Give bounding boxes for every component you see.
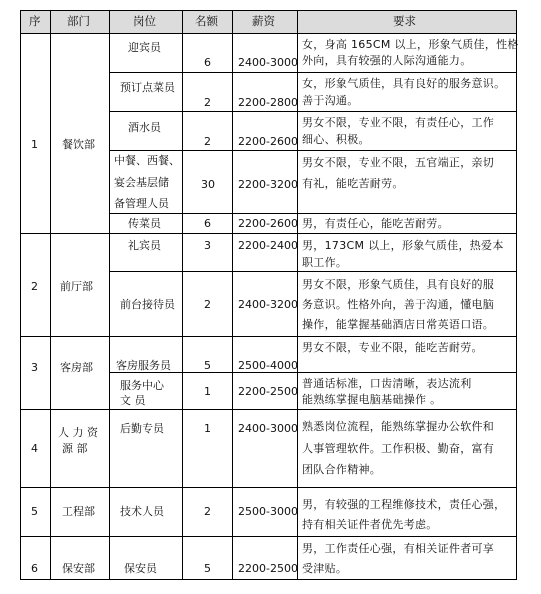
salary-cell: 2200-2500 — [238, 385, 298, 398]
quota-cell: 6 — [204, 56, 211, 69]
requirement-line: 普通话标准，口齿清晰，表达流利 — [302, 377, 472, 390]
dept-name-line: 源 部 — [62, 442, 88, 455]
salary-cell: 2200-2600 — [238, 135, 298, 148]
position-cell: 预订点菜员 — [120, 81, 175, 94]
quota-cell: 2 — [204, 135, 211, 148]
quota-cell: 1 — [204, 385, 211, 398]
requirement-line: 能熟练掌握电脑基础操作 。 — [302, 393, 442, 406]
col-divider — [232, 10, 233, 580]
table-border-left — [20, 10, 21, 580]
dept-seq: 5 — [31, 505, 38, 518]
quota-cell: 2 — [204, 505, 211, 518]
dept-seq: 2 — [31, 280, 38, 293]
requirement-line: 男女不限，专业不限，五官端正，亲切 — [302, 156, 495, 169]
requirement-line: 善于沟通。 — [302, 94, 359, 107]
header-divider — [20, 33, 517, 34]
salary-cell: 2200-2800 — [238, 96, 298, 109]
requirement-line: 受津贴。 — [302, 562, 348, 575]
dept-divider — [20, 487, 517, 488]
quota-cell: 30 — [201, 178, 215, 191]
requirement-line: 人事管理软件。工作积极、勤奋，富有 — [302, 442, 495, 455]
position-cell: 中餐、西餐、 — [114, 154, 180, 167]
dept-seq: 6 — [31, 562, 38, 575]
salary-cell: 2200-2600 — [238, 217, 298, 230]
requirement-line: 持有相关证件者优先考虑。 — [302, 518, 438, 531]
col-divider — [182, 10, 183, 580]
header-dept: 部门 — [67, 14, 90, 28]
quota-cell: 6 — [204, 217, 211, 230]
dept-name: 餐饮部 — [62, 138, 95, 151]
col-divider — [50, 10, 51, 580]
dept-seq: 4 — [31, 442, 38, 455]
table-border-bottom — [20, 579, 517, 580]
requirement-line: 男，工作责任心强，有相关证件者可享 — [302, 542, 495, 555]
salary-cell: 2200-3200 — [238, 178, 298, 191]
dept-seq: 3 — [31, 361, 38, 374]
requirement-line: 男女不限，专业不限，能吃苦耐劳。 — [302, 341, 483, 354]
requirement-line: 团队合作精神。 — [302, 463, 382, 476]
salary-cell: 2400-3000 — [238, 422, 298, 435]
salary-cell: 2200-2400 — [238, 239, 298, 252]
requirement-line: 女，身高 165CM 以上，形象气质佳，性格 — [302, 38, 519, 51]
position-cell: 技术人员 — [120, 505, 164, 518]
position-cell: 传菜员 — [128, 217, 161, 230]
dept-name: 工程部 — [62, 505, 95, 518]
position-cell: 文 员 — [120, 394, 146, 407]
requirement-line: 务意识。性格外向，善于沟通，懂电脑 — [302, 298, 495, 311]
col-divider — [109, 10, 110, 580]
dept-seq: 1 — [31, 138, 38, 151]
requirement-line: 男，有较强的工程维修技术，责任心强， — [302, 498, 506, 511]
position-cell: 宴会基层储 — [114, 176, 169, 189]
dept-divider — [20, 336, 517, 337]
header-seq: 序 — [29, 14, 41, 28]
quota-cell: 2 — [204, 96, 211, 109]
position-cell: 备管理人员 — [114, 197, 169, 210]
header-position: 岗位 — [133, 14, 156, 28]
requirement-line: 男，173CM 以上，形象气质佳，热爱本 — [302, 239, 504, 252]
requirement-line: 熟悉岗位流程，能熟练掌握办公软件和 — [302, 420, 495, 433]
quota-cell: 5 — [204, 562, 211, 575]
position-cell: 前台接待员 — [120, 298, 175, 311]
dept-divider — [20, 409, 517, 410]
requirement-line: 职工作。 — [302, 256, 348, 269]
requirement-line: 有礼，能吃苦耐劳。 — [302, 177, 404, 190]
quota-cell: 3 — [204, 239, 211, 252]
dept-divider — [20, 536, 517, 537]
dept-name: 客房部 — [60, 361, 93, 374]
row-divider — [109, 72, 517, 73]
requirement-line: 男，有责任心，能吃苦耐劳。 — [302, 217, 449, 230]
header-quota: 名额 — [195, 14, 218, 28]
requirement-line: 男女不限，形象气质佳，具有良好的服 — [302, 278, 495, 291]
requirement-line: 操作，能掌握基础酒店日常英语口语。 — [302, 318, 495, 331]
position-cell: 保安员 — [124, 562, 157, 575]
row-divider — [109, 213, 517, 214]
quota-cell: 2 — [204, 298, 211, 311]
row-divider — [109, 150, 517, 151]
dept-divider — [20, 233, 517, 234]
salary-cell: 2400-3200 — [238, 298, 298, 311]
quota-cell: 5 — [204, 359, 211, 372]
table-border-right — [516, 10, 517, 580]
position-cell: 服务中心 — [120, 379, 164, 392]
header-salary: 薪资 — [252, 14, 275, 28]
requirement-line: 女，形象气质佳，具有良好的服务意识。 — [302, 77, 506, 90]
position-cell: 酒水员 — [128, 121, 161, 134]
salary-cell: 2400-3000 — [238, 56, 298, 69]
quota-cell: 1 — [204, 422, 211, 435]
position-cell: 客房服务员 — [116, 359, 171, 372]
requirement-line: 男女不限，专业不限，有责任心，工作 — [302, 116, 495, 129]
table-border-top — [20, 10, 517, 11]
requirement-line: 外向，具有较强的人际沟通能力。 — [302, 54, 472, 67]
requirement-line: 细心、积极。 — [302, 133, 370, 146]
salary-cell: 2500-4000 — [238, 359, 298, 372]
dept-name: 保安部 — [62, 562, 95, 575]
dept-name-line: 人 力 资 — [58, 426, 98, 439]
salary-cell: 2500-3000 — [238, 505, 298, 518]
position-cell: 迎宾员 — [128, 41, 161, 54]
salary-cell: 2200-2500 — [238, 562, 298, 575]
position-cell: 后勤专员 — [120, 422, 164, 435]
dept-name: 前厅部 — [60, 280, 93, 293]
position-cell: 礼宾员 — [128, 239, 161, 252]
header-requirements: 要求 — [393, 14, 416, 28]
row-divider — [109, 271, 517, 272]
row-divider — [109, 111, 517, 112]
